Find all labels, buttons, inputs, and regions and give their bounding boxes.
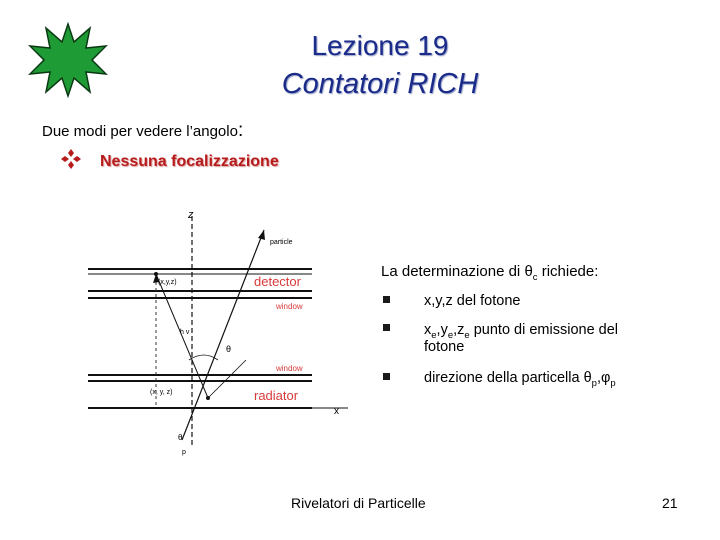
intro-label: Due modi per vedere l’angolo [42, 123, 238, 140]
rich-diagram [86, 200, 356, 460]
requirements-title [381, 263, 599, 283]
z-axis-label: z [188, 209, 194, 221]
item2-x: x [424, 322, 432, 338]
req-title-pre: La determinazione di [381, 263, 525, 280]
item3-theta: θ [583, 370, 592, 386]
title-line-2: Contatori RICH [281, 68, 479, 100]
detector-label: detector [254, 274, 301, 289]
window-bottom-label: window [276, 364, 303, 373]
footer-text: Rivelatori di Particelle [291, 495, 426, 511]
item3-comma: , [596, 370, 601, 386]
item2-sub-1: e [431, 329, 437, 341]
detection-point [154, 272, 158, 276]
item2-z: ,z [453, 322, 465, 338]
square-bullet-icon [383, 324, 390, 331]
x-axis-label: x [334, 406, 339, 417]
point-detect-label: (x,y,z) [158, 279, 177, 286]
theta-p-label: θ [178, 433, 183, 442]
square-bullet-icon [383, 296, 390, 303]
item3-sub-2: p [610, 377, 616, 389]
title-line-1: Lezione 19 [311, 30, 449, 61]
point-emit-label: (x, y, z) [150, 389, 173, 396]
item3-pre: direzione della particella [424, 370, 584, 386]
intro-colon: : [237, 120, 244, 141]
height-label: h v [180, 329, 190, 336]
square-bullet-icon [383, 373, 390, 380]
emission-point [206, 396, 210, 400]
particle-label: particle [270, 239, 293, 246]
particle-arrowhead [258, 230, 265, 240]
requirement-item-3 [424, 370, 616, 387]
item2-rest: punto di emissione del [469, 322, 619, 338]
radiator-label: radiator [254, 388, 299, 403]
intro-text [42, 120, 243, 142]
theta-label: θ [226, 344, 232, 354]
item2-y: ,y [436, 322, 448, 338]
reference-line [208, 360, 246, 398]
req-title-theta: θ [524, 263, 533, 280]
req-title-sub: c [532, 272, 538, 283]
requirement-item-1: x,y,z del fotone [424, 293, 521, 309]
bullet-no-focusing: Nessuna focalizzazione [100, 153, 279, 170]
item2-sub-3: e [464, 329, 470, 341]
requirement-item-2 [424, 322, 618, 356]
window-top-label: window [276, 302, 303, 311]
item3-phi: φ [601, 370, 611, 386]
item3-sub-1: p [591, 377, 597, 389]
photon-path [156, 274, 208, 398]
page-number: 21 [662, 495, 678, 511]
p-label: p [182, 449, 186, 456]
req-title-post: richiede: [537, 263, 599, 280]
item2-line-2: fotone [424, 339, 465, 355]
item2-sub-2: e [447, 329, 454, 341]
diamond-bullet-icon [60, 148, 82, 170]
